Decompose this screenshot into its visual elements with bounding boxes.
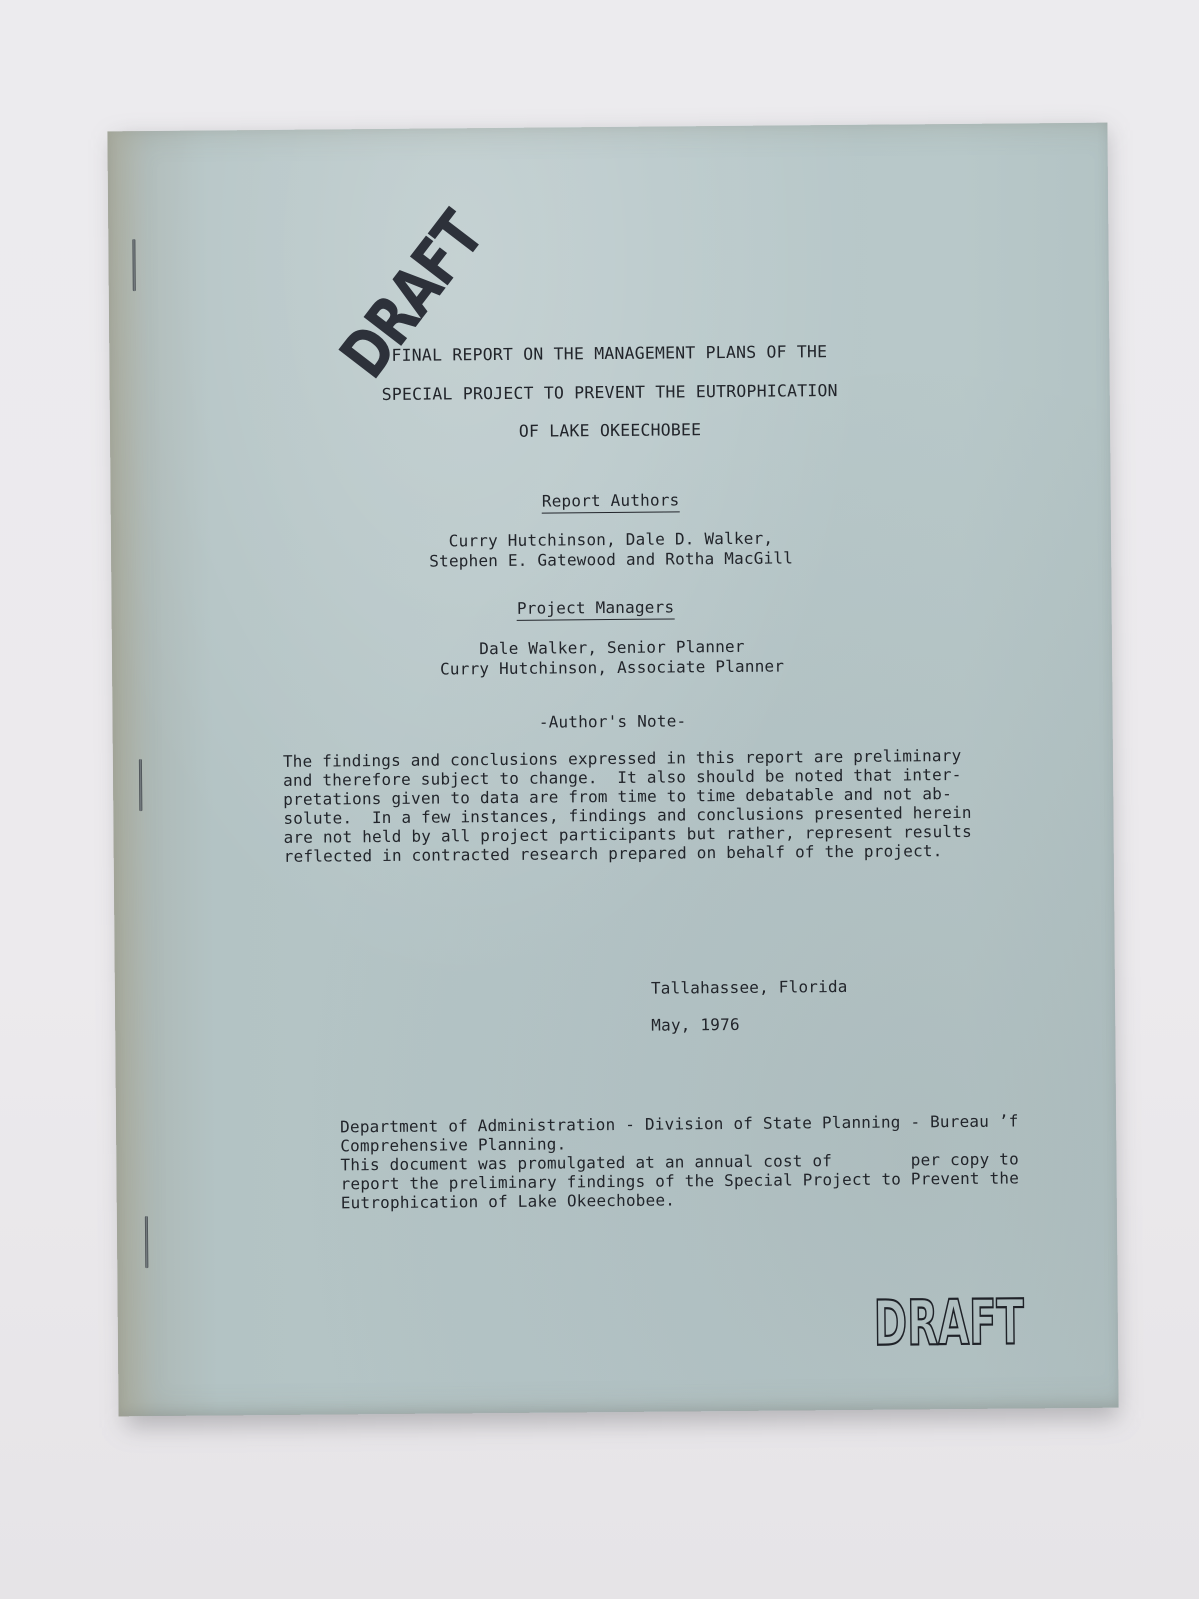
- authors-note-body: The findings and conclusions expressed in this report are preliminary and therefore subject to change. It also should be noted that inter- pretations given to data are from time to time debatable and not ab- solute. In a few instances, findings and conclusions presented herein are not held by all project participants but rather, represent results reflected in contracted research prepared on behalf of the project.: [282, 745, 972, 866]
- publisher-footer: Department of Administration - Division of State Planning - Bureau ʼf Comprehensive Planning. This document was promulgated at an annual cost of per copy to report the preliminary findings of the Special Project to Prevent the Eutrophication of Lake Okeechobee.: [340, 1111, 1020, 1213]
- draft-stamp-bottom-text: DRAFT: [873, 1284, 1106, 1360]
- project-managers-heading: [96, 594, 1096, 622]
- project-managers-names: [112, 634, 1112, 683]
- title-line-1: FINAL REPORT ON THE MANAGEMENT PLANS OF THE: [391, 342, 828, 365]
- staple-top: [132, 239, 135, 291]
- report-authors-names: [111, 526, 1111, 575]
- authors-note-heading-text: -Author's Note-: [538, 711, 687, 732]
- project-managers-heading-text: Project Managers: [517, 597, 675, 620]
- staple-bottom: [145, 1216, 148, 1268]
- place-date: May, 1976: [651, 1014, 740, 1035]
- report-authors-heading-text: Report Authors: [542, 490, 680, 513]
- report-authors-heading: [111, 487, 1111, 515]
- title-line-2: SPECIAL PROJECT TO PREVENT THE EUTROPHICATION: [381, 380, 838, 404]
- draft-stamp-top: DRAFT: [326, 200, 499, 393]
- staple-middle: [139, 759, 142, 811]
- authors-note-heading: [113, 708, 1113, 736]
- draft-stamp-bottom: [872, 1283, 1106, 1360]
- managers-line-2: Curry Hutchinson, Associate Planner: [439, 656, 785, 679]
- authors-line-2: Stephen E. Gatewood and Rotha MacGill: [429, 548, 794, 571]
- report-cover: [107, 123, 1118, 1417]
- authors-line-1: Curry Hutchinson, Dale D. Walker,: [448, 528, 774, 551]
- managers-line-1: Dale Walker, Senior Planner: [479, 636, 745, 659]
- report-title: [109, 331, 1110, 455]
- title-line-3: OF LAKE OKEECHOBEE: [518, 420, 702, 441]
- place-city: Tallahassee, Florida: [650, 976, 848, 998]
